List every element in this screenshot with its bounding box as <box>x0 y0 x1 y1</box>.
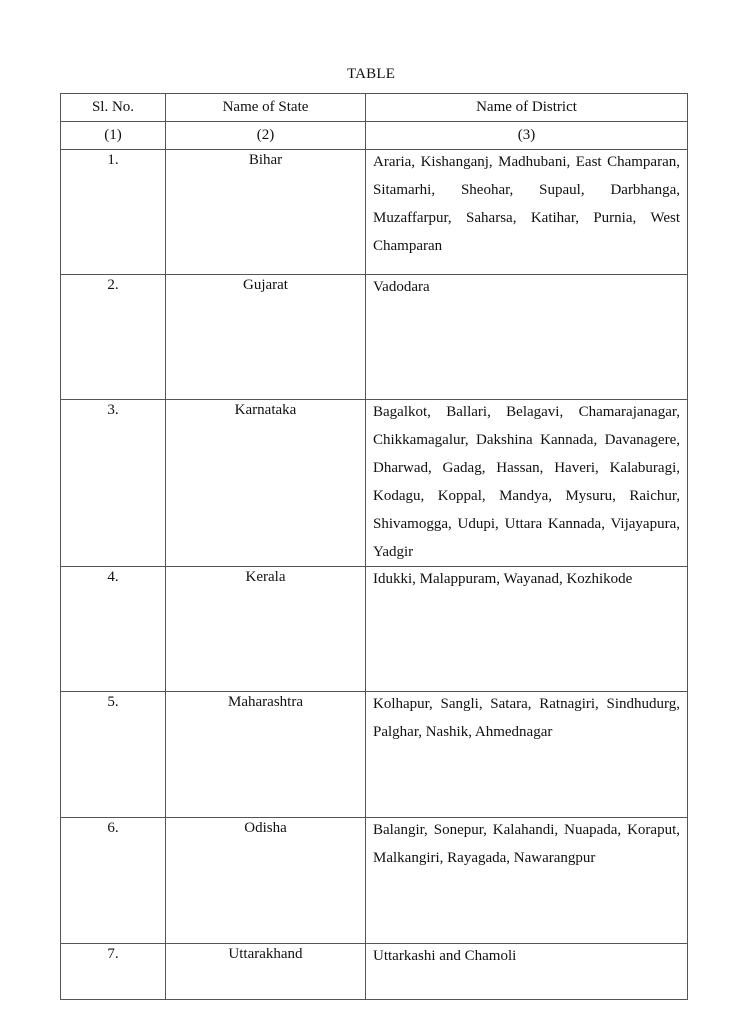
table-row <box>61 944 688 1000</box>
row-state <box>166 818 366 944</box>
header-sl-no: Sl. No. <box>61 94 166 122</box>
table-row <box>61 150 688 275</box>
state-name: Maharashtra <box>228 694 303 710</box>
table-row <box>61 692 688 818</box>
header-state: Name of State <box>166 94 366 122</box>
table-row <box>61 400 688 567</box>
table-row <box>61 275 688 400</box>
row-sl-no <box>61 150 166 275</box>
row-districts <box>366 275 688 400</box>
sl-no-text: 2. <box>107 277 119 293</box>
row-state <box>166 692 366 818</box>
district-list: Balangir, Sonepur, Kalahandi, Nuapada, Koraput, Malkangiri, Rayagada, Nawarangpur <box>373 822 680 866</box>
sl-no-text: 1. <box>107 152 119 168</box>
state-name: Kerala <box>245 569 286 585</box>
header-district: Name of District <box>366 94 688 122</box>
district-table <box>60 93 688 1000</box>
row-sl-no <box>61 275 166 400</box>
table-header-row <box>61 94 688 122</box>
table-title: TABLE <box>346 66 396 82</box>
state-name: Odisha <box>244 820 287 836</box>
district-list: Idukki, Malappuram, Wayanad, Kozhikode <box>373 571 633 587</box>
row-districts <box>366 818 688 944</box>
column-number-2: (2) <box>166 122 366 150</box>
district-list: Vadodara <box>373 279 430 295</box>
table-row <box>61 567 688 692</box>
district-list: Bagalkot, Ballari, Belagavi, Chamarajanagar, Chikkamagalur, Dakshina Kannada, Davanagere, Dharwad, Gadag, Hassan, Haveri, Kalaburagi, Kodagu, Koppal, Mandya, Mysuru, Raichur, Shivamogga, Udupi, Uttara Kannada, Vijayapura, Yadgir <box>373 404 680 560</box>
row-sl-no <box>61 944 166 1000</box>
row-state <box>166 275 366 400</box>
row-sl-no <box>61 692 166 818</box>
row-state <box>166 400 366 567</box>
row-state <box>166 150 366 275</box>
row-state <box>166 567 366 692</box>
sl-no-text: 6. <box>107 820 119 836</box>
sl-no-text: 5. <box>107 694 119 710</box>
sl-no-text: 4. <box>107 569 119 585</box>
row-sl-no <box>61 567 166 692</box>
column-number-3: (3) <box>366 122 688 150</box>
row-districts <box>366 400 688 567</box>
row-sl-no <box>61 400 166 567</box>
state-name: Karnataka <box>234 402 297 418</box>
state-name: Uttarakhand <box>228 946 303 962</box>
district-list: Kolhapur, Sangli, Satara, Ratnagiri, Sindhudurg, Palghar, Nashik, Ahmednagar <box>373 696 680 740</box>
state-name: Bihar <box>248 152 283 168</box>
table-row <box>61 818 688 944</box>
state-name: Gujarat <box>243 277 288 293</box>
row-state <box>166 944 366 1000</box>
row-districts <box>366 150 688 275</box>
sl-no-text: 3. <box>107 402 119 418</box>
column-number-1: (1) <box>61 122 166 150</box>
row-districts <box>366 944 688 1000</box>
row-districts <box>366 567 688 692</box>
district-list: Araria, Kishanganj, Madhubani, East Champaran, Sitamarhi, Sheohar, Supaul, Darbhanga, Muzaffarpur, Saharsa, Katihar, Purnia, West Champaran <box>373 154 680 254</box>
row-sl-no <box>61 818 166 944</box>
sl-no-text: 7. <box>107 946 119 962</box>
row-districts <box>366 692 688 818</box>
district-list: Uttarkashi and Chamoli <box>373 948 517 964</box>
